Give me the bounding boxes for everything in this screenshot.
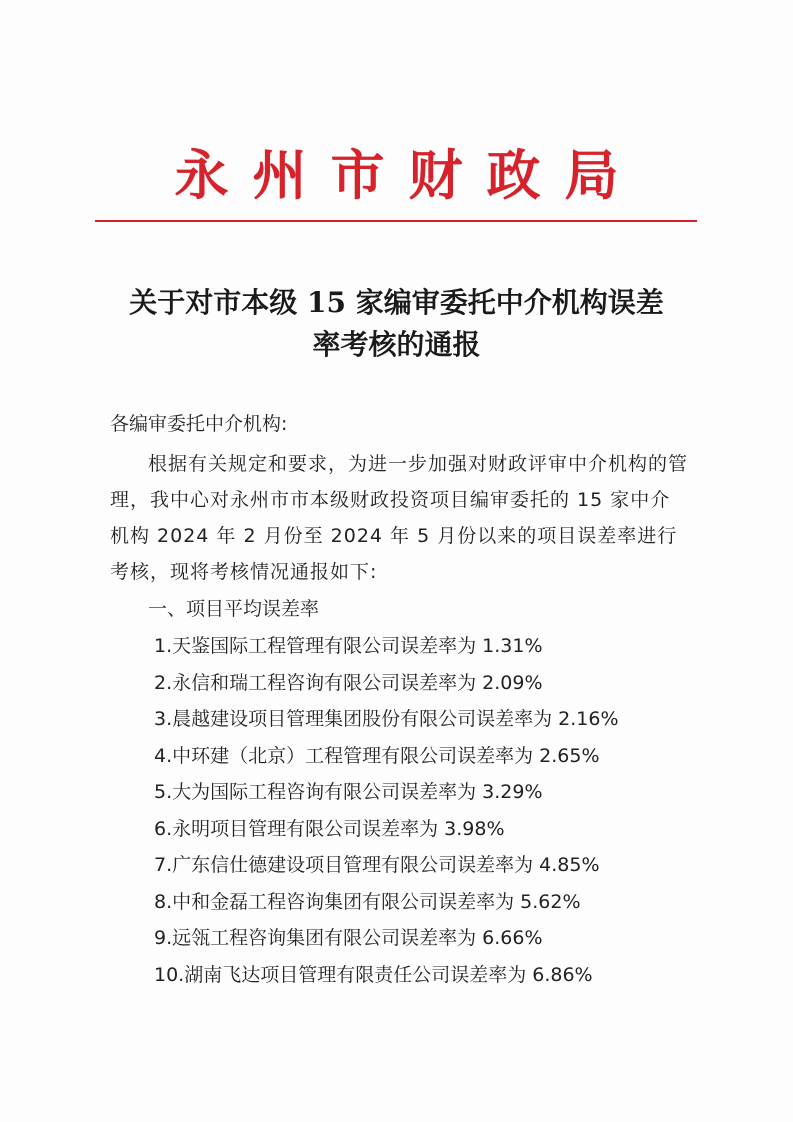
list-item: 10.湖南飞达项目管理有限责任公司误差率为 6.86% [154, 963, 593, 986]
document-title-line-1: 关于对市本级 15 家编审委托中介机构误差 [129, 286, 664, 319]
list-item: 9.远瓴工程咨询集团有限公司误差率为 6.66% [154, 927, 543, 949]
list-item: 3.晨越建设项目管理集团股份有限公司误差率为 2.16% [154, 708, 619, 730]
error-rate-list [110, 628, 690, 993]
list-item: 4.中环建（北京）工程管理有限公司误差率为 2.65% [154, 744, 600, 767]
intro-paragraph: 根据有关规定和要求，为进一步加强对财政评审中介机构的管理，我中心对永州市市本级财政投资项目编审委托的 15 家中介机构 2024 年 2 月份至 2024 年 5 月份以来的项目误差率进行考核，现将考核情况通报如下: [110, 453, 689, 583]
salutation: 各编审委托中介机构: [110, 413, 288, 435]
document-title-line-2: 率考核的通报 [312, 328, 481, 361]
document-body [110, 406, 690, 993]
list-item: 7.广东信仕德建设项目管理有限公司误差率为 4.85% [154, 854, 600, 876]
list-item: 5.大为国际工程咨询有限公司误差率为 3.29% [154, 781, 543, 803]
letterhead-red-rule [95, 220, 697, 222]
document-title [70, 282, 723, 366]
list-item: 1.天鉴国际工程管理有限公司误差率为 1.31% [154, 635, 543, 657]
list-item: 6.永明项目管理有限公司误差率为 3.98% [154, 817, 505, 840]
list-item: 2.永信和瑞工程咨询有限公司误差率为 2.09% [154, 671, 543, 694]
section-heading: 一、项目平均误差率 [148, 598, 320, 620]
agency-letterhead: 永州市财政局 [174, 143, 643, 207]
list-item: 8.中和金磊工程咨询集团有限公司误差率为 5.62% [154, 890, 581, 913]
